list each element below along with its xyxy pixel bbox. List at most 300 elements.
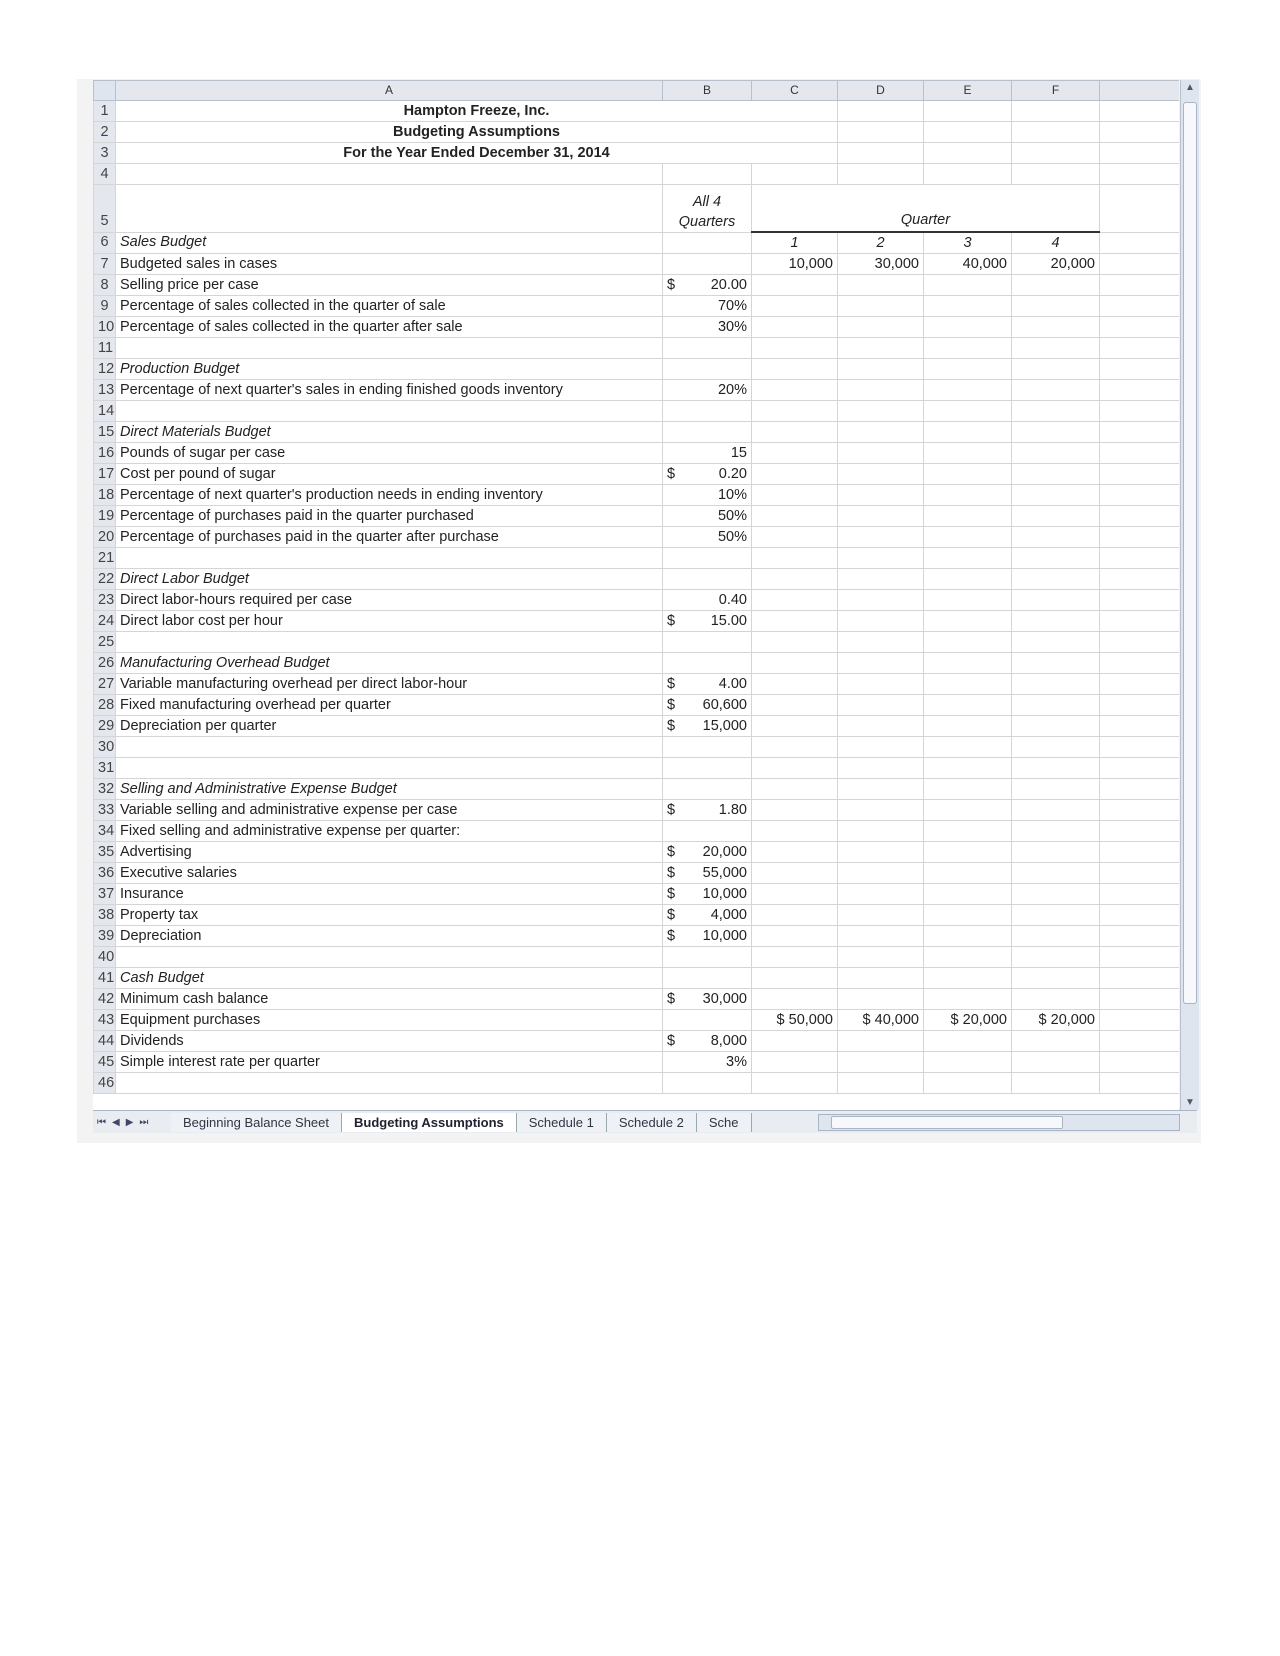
scroll-down-icon[interactable]: ▼ — [1185, 1097, 1195, 1108]
cell-quarter-3[interactable] — [924, 947, 1012, 968]
cell-quarter-2[interactable] — [838, 317, 924, 338]
cell-label[interactable]: Cost per pound of sugar — [116, 464, 663, 485]
cell-empty[interactable] — [1100, 611, 1180, 632]
cell-empty[interactable] — [1100, 317, 1180, 338]
cell-label[interactable]: Percentage of purchases paid in the quarter after purchase — [116, 527, 663, 548]
cell-empty[interactable] — [1100, 905, 1180, 926]
cell-quarter-2[interactable] — [838, 527, 924, 548]
row-header[interactable]: 46 — [94, 1073, 116, 1094]
cell-quarter-3[interactable] — [924, 527, 1012, 548]
cell-empty[interactable] — [1100, 926, 1180, 947]
cell-all-quarters[interactable]: 70% — [663, 296, 752, 317]
cell-label[interactable]: Percentage of sales collected in the quarter after sale — [116, 317, 663, 338]
row-header[interactable]: 26 — [94, 653, 116, 674]
cell-quarter-2[interactable] — [838, 842, 924, 863]
cell-quarter-1[interactable] — [752, 1073, 838, 1094]
cell-quarter-2[interactable] — [838, 632, 924, 653]
cell-quarter-4[interactable] — [1012, 926, 1100, 947]
row-header[interactable]: 17 — [94, 464, 116, 485]
cell-quarter-2[interactable] — [838, 779, 924, 800]
cell-all-quarters[interactable] — [663, 275, 752, 296]
cell-all-quarters[interactable] — [663, 401, 752, 422]
cell-quarter-4[interactable] — [1012, 779, 1100, 800]
cell-quarter-2[interactable] — [838, 884, 924, 905]
tab-schedule-2[interactable]: Schedule 2 — [607, 1113, 697, 1132]
row-header[interactable]: 22 — [94, 569, 116, 590]
cell-quarter-4[interactable] — [1012, 800, 1100, 821]
cell-label[interactable]: Depreciation — [116, 926, 663, 947]
cell-quarter-1[interactable] — [752, 464, 838, 485]
row-header[interactable]: 14 — [94, 401, 116, 422]
row-header[interactable]: 32 — [94, 779, 116, 800]
cell-quarter-4[interactable] — [1012, 611, 1100, 632]
column-header-d[interactable]: D — [838, 81, 924, 101]
cell-quarter-1[interactable] — [752, 485, 838, 506]
cell-all-quarters[interactable] — [663, 232, 752, 254]
cell-quarter-3[interactable] — [924, 884, 1012, 905]
cell-quarter-2[interactable] — [838, 1073, 924, 1094]
cell-quarter-1[interactable] — [752, 422, 838, 443]
cell-empty[interactable] — [1100, 569, 1180, 590]
cell-quarter-1[interactable] — [752, 590, 838, 611]
cell-quarter-4[interactable] — [1012, 842, 1100, 863]
cell-quarter-2[interactable] — [838, 737, 924, 758]
cell-empty[interactable] — [1100, 464, 1180, 485]
cell-empty[interactable] — [1100, 884, 1180, 905]
cell-label[interactable]: Executive salaries — [116, 863, 663, 884]
cell-quarter-3[interactable] — [924, 590, 1012, 611]
row-header[interactable]: 9 — [94, 296, 116, 317]
cell-quarter-4[interactable] — [1012, 632, 1100, 653]
cell-quarter-3[interactable] — [924, 716, 1012, 737]
scroll-up-icon[interactable]: ▲ — [1185, 82, 1195, 93]
cell-quarter-3[interactable] — [924, 968, 1012, 989]
cell-label[interactable] — [116, 632, 663, 653]
cell-quarter-1[interactable] — [752, 695, 838, 716]
cell-quarter-4[interactable] — [1012, 443, 1100, 464]
cell-quarter-3[interactable] — [924, 863, 1012, 884]
row-header[interactable]: 4 — [94, 164, 116, 185]
row-header[interactable]: 40 — [94, 947, 116, 968]
cell-quarter-3[interactable] — [924, 695, 1012, 716]
cell-quarter-4[interactable] — [1012, 674, 1100, 695]
cell-quarter-2[interactable]: 30,000 — [838, 254, 924, 275]
cell-quarter-2[interactable] — [838, 968, 924, 989]
cell-all-quarters[interactable] — [663, 779, 752, 800]
cell-quarter-4[interactable] — [1012, 506, 1100, 527]
cell-quarter-4[interactable] — [1012, 695, 1100, 716]
column-header-c[interactable]: C — [752, 81, 838, 101]
cell-quarter-3[interactable] — [924, 485, 1012, 506]
cell-empty[interactable] — [1100, 632, 1180, 653]
cell-quarter-3[interactable] — [924, 821, 1012, 842]
cell-quarter-1[interactable]: $ 50,000 — [752, 1010, 838, 1031]
cell-quarter-3[interactable] — [924, 926, 1012, 947]
cell-empty[interactable] — [1100, 380, 1180, 401]
cell-quarter-2[interactable] — [838, 905, 924, 926]
tab-schedule-truncated[interactable]: Sche — [697, 1113, 752, 1132]
cell-quarter-4[interactable] — [1012, 905, 1100, 926]
cell-quarter-2[interactable] — [838, 989, 924, 1010]
cell-quarter-4[interactable] — [1012, 1073, 1100, 1094]
cell-empty[interactable] — [1100, 275, 1180, 296]
cell-quarter-2[interactable] — [838, 653, 924, 674]
cell-empty[interactable] — [1100, 758, 1180, 779]
row-header[interactable]: 8 — [94, 275, 116, 296]
cell-empty[interactable] — [1100, 695, 1180, 716]
cell-quarter-4[interactable] — [1012, 338, 1100, 359]
cell-quarter-4[interactable] — [1012, 821, 1100, 842]
row-header[interactable]: 38 — [94, 905, 116, 926]
cell-quarter-3[interactable] — [924, 380, 1012, 401]
cell-quarter-1[interactable] — [752, 674, 838, 695]
cell-quarter-3[interactable]: $ 20,000 — [924, 1010, 1012, 1031]
cell-quarter-3[interactable] — [924, 632, 1012, 653]
cell-quarter-1[interactable] — [752, 926, 838, 947]
cell-all-quarters[interactable]: 10% — [663, 485, 752, 506]
cell-label[interactable]: Sales Budget — [116, 232, 663, 254]
cell-label[interactable]: Advertising — [116, 842, 663, 863]
cell-quarter-2[interactable] — [838, 611, 924, 632]
cell-label[interactable]: Variable selling and administrative expense per case — [116, 800, 663, 821]
cell-all-quarters[interactable] — [663, 821, 752, 842]
cell-empty[interactable] — [1100, 1031, 1180, 1052]
row-header[interactable]: 7 — [94, 254, 116, 275]
cell-quarter-2[interactable] — [838, 359, 924, 380]
cell-all-quarters[interactable] — [663, 548, 752, 569]
cell-label[interactable]: Cash Budget — [116, 968, 663, 989]
cell-quarter-1[interactable] — [752, 359, 838, 380]
cell-all-quarters[interactable] — [663, 842, 752, 863]
cell-all-quarters[interactable] — [663, 674, 752, 695]
cell-quarter-1[interactable] — [752, 401, 838, 422]
cell-quarter-1[interactable] — [752, 527, 838, 548]
cell-empty[interactable] — [1100, 842, 1180, 863]
cell-label[interactable]: Direct labor cost per hour — [116, 611, 663, 632]
cell-quarter-1[interactable] — [752, 737, 838, 758]
row-header[interactable]: 24 — [94, 611, 116, 632]
cell-label[interactable]: Pounds of sugar per case — [116, 443, 663, 464]
cell-quarter-4[interactable] — [1012, 947, 1100, 968]
cell-empty[interactable] — [1100, 232, 1180, 254]
cell-empty[interactable] — [1100, 485, 1180, 506]
row-header[interactable]: 21 — [94, 548, 116, 569]
cell-quarter-4[interactable] — [1012, 464, 1100, 485]
cell-quarter-4[interactable] — [1012, 296, 1100, 317]
cell-quarter-3[interactable] — [924, 737, 1012, 758]
cell-quarter-2[interactable] — [838, 1031, 924, 1052]
cell-quarter-2[interactable] — [838, 401, 924, 422]
cell-label[interactable]: Depreciation per quarter — [116, 716, 663, 737]
column-header-e[interactable]: E — [924, 81, 1012, 101]
cell-quarter-1[interactable] — [752, 947, 838, 968]
cell-all-quarters[interactable]: 3% — [663, 1052, 752, 1073]
cell-label[interactable]: Insurance — [116, 884, 663, 905]
row-header[interactable]: 34 — [94, 821, 116, 842]
row-header[interactable]: 1 — [94, 101, 116, 122]
row-header[interactable]: 5 — [94, 185, 116, 233]
cell-quarter-2[interactable] — [838, 863, 924, 884]
cell-empty[interactable] — [1100, 401, 1180, 422]
cell-all-quarters[interactable] — [663, 338, 752, 359]
cell-all-quarters[interactable] — [663, 611, 752, 632]
cell-quarter-4[interactable] — [1012, 863, 1100, 884]
cell-label[interactable]: Manufacturing Overhead Budget — [116, 653, 663, 674]
cell-quarter-1[interactable] — [752, 380, 838, 401]
cell-quarter-3[interactable] — [924, 758, 1012, 779]
cell-label[interactable]: Simple interest rate per quarter — [116, 1052, 663, 1073]
cell-quarter-3[interactable] — [924, 1073, 1012, 1094]
cell-empty[interactable] — [1100, 989, 1180, 1010]
cell-quarter-4[interactable] — [1012, 968, 1100, 989]
tab-budgeting-assumptions[interactable]: Budgeting Assumptions — [342, 1113, 517, 1132]
cell-quarter-2[interactable] — [838, 695, 924, 716]
cell-label[interactable]: Percentage of sales collected in the quarter of sale — [116, 296, 663, 317]
cell-empty[interactable] — [1100, 590, 1180, 611]
cell-quarter-1[interactable] — [752, 905, 838, 926]
cell-label[interactable] — [116, 548, 663, 569]
cell-label[interactable]: Selling and Administrative Expense Budget — [116, 779, 663, 800]
cell-quarter-4[interactable] — [1012, 569, 1100, 590]
cell-quarter-3[interactable] — [924, 1052, 1012, 1073]
cell-quarter-2[interactable]: $ 40,000 — [838, 1010, 924, 1031]
cell-quarter-2[interactable] — [838, 1052, 924, 1073]
cell-quarter-1[interactable] — [752, 275, 838, 296]
cell-all-quarters[interactable] — [663, 737, 752, 758]
cell-quarter-1[interactable] — [752, 842, 838, 863]
cell-all-quarters[interactable]: 15 — [663, 443, 752, 464]
row-header[interactable]: 23 — [94, 590, 116, 611]
cell-all-quarters[interactable] — [663, 653, 752, 674]
cell-quarter-4[interactable] — [1012, 359, 1100, 380]
cell-quarter-2[interactable] — [838, 821, 924, 842]
cell-quarter-4[interactable] — [1012, 989, 1100, 1010]
cell-all-quarters[interactable] — [663, 989, 752, 1010]
cell-quarter-3[interactable] — [924, 842, 1012, 863]
cell-empty[interactable] — [1100, 800, 1180, 821]
cell-quarter-3[interactable]: 3 — [924, 232, 1012, 254]
column-header-b[interactable]: B — [663, 81, 752, 101]
cell-quarter-1[interactable] — [752, 632, 838, 653]
cell-all-quarters[interactable] — [663, 632, 752, 653]
cell-label[interactable] — [116, 401, 663, 422]
cell-empty[interactable] — [1100, 863, 1180, 884]
cell-quarter-2[interactable] — [838, 590, 924, 611]
cell-quarter-2[interactable] — [838, 716, 924, 737]
cell-quarter-3[interactable] — [924, 275, 1012, 296]
cell-quarter-3[interactable] — [924, 779, 1012, 800]
cell-quarter-2[interactable] — [838, 464, 924, 485]
cell-quarter-4[interactable] — [1012, 1031, 1100, 1052]
cell-label[interactable] — [116, 1073, 663, 1094]
cell-all-quarters[interactable] — [663, 695, 752, 716]
cell-all-quarters[interactable]: 50% — [663, 506, 752, 527]
row-header[interactable]: 20 — [94, 527, 116, 548]
cell-label[interactable]: Selling price per case — [116, 275, 663, 296]
cell-quarter-1[interactable] — [752, 338, 838, 359]
cell-label[interactable] — [116, 338, 663, 359]
cell-label[interactable]: Direct labor-hours required per case — [116, 590, 663, 611]
cell-empty[interactable] — [1100, 821, 1180, 842]
cell-empty[interactable] — [1100, 254, 1180, 275]
row-header[interactable]: 25 — [94, 632, 116, 653]
cell-quarter-3[interactable] — [924, 443, 1012, 464]
cell-empty[interactable] — [1100, 359, 1180, 380]
tab-schedule-1[interactable]: Schedule 1 — [517, 1113, 607, 1132]
row-header[interactable]: 43 — [94, 1010, 116, 1031]
cell-empty[interactable] — [1100, 506, 1180, 527]
cell-quarter-1[interactable] — [752, 506, 838, 527]
company-title[interactable]: Hampton Freeze, Inc. — [116, 101, 838, 122]
cell-empty[interactable] — [1100, 779, 1180, 800]
cell-quarter-4[interactable] — [1012, 548, 1100, 569]
cell-all-quarters[interactable] — [663, 716, 752, 737]
row-header[interactable]: 19 — [94, 506, 116, 527]
cell-empty[interactable] — [1100, 443, 1180, 464]
column-header-f[interactable]: F — [1012, 81, 1100, 101]
cell-label[interactable]: Percentage of purchases paid in the quarter purchased — [116, 506, 663, 527]
row-header[interactable]: 37 — [94, 884, 116, 905]
prev-sheet-icon[interactable]: ◀ — [112, 1116, 120, 1128]
row-header[interactable]: 31 — [94, 758, 116, 779]
row-header[interactable]: 13 — [94, 380, 116, 401]
cell-quarter-2[interactable] — [838, 338, 924, 359]
cell-quarter-2[interactable] — [838, 548, 924, 569]
period-title[interactable]: For the Year Ended December 31, 2014 — [116, 143, 838, 164]
cell-quarter-1[interactable] — [752, 1052, 838, 1073]
all-quarters-header[interactable]: All 4 Quarters — [663, 185, 752, 233]
row-header[interactable]: 11 — [94, 338, 116, 359]
cell-empty[interactable] — [1100, 947, 1180, 968]
cell-empty[interactable] — [1100, 716, 1180, 737]
horizontal-scrollbar[interactable] — [818, 1114, 1180, 1131]
row-header[interactable]: 2 — [94, 122, 116, 143]
cell-label[interactable]: Equipment purchases — [116, 1010, 663, 1031]
cell-quarter-3[interactable] — [924, 422, 1012, 443]
row-header[interactable]: 42 — [94, 989, 116, 1010]
row-header[interactable]: 28 — [94, 695, 116, 716]
cell-quarter-3[interactable] — [924, 674, 1012, 695]
next-sheet-icon[interactable]: ▶ — [125, 1116, 134, 1128]
cell-all-quarters[interactable] — [663, 464, 752, 485]
cell-label[interactable]: Percentage of next quarter's sales in ending finished goods inventory — [116, 380, 663, 401]
cell-label[interactable] — [116, 737, 663, 758]
row-header[interactable]: 44 — [94, 1031, 116, 1052]
cell-quarter-3[interactable] — [924, 989, 1012, 1010]
cell-quarter-1[interactable] — [752, 569, 838, 590]
cell-quarter-4[interactable] — [1012, 401, 1100, 422]
cell-quarter-4[interactable] — [1012, 422, 1100, 443]
cell-quarter-1[interactable] — [752, 548, 838, 569]
cell-quarter-1[interactable] — [752, 296, 838, 317]
cell-quarter-1[interactable] — [752, 800, 838, 821]
cell-quarter-1[interactable] — [752, 758, 838, 779]
cell-quarter-3[interactable] — [924, 317, 1012, 338]
cell-all-quarters[interactable] — [663, 359, 752, 380]
cell-quarter-3[interactable] — [924, 905, 1012, 926]
cell-all-quarters[interactable] — [663, 968, 752, 989]
cell-label[interactable]: Production Budget — [116, 359, 663, 380]
cell-label[interactable]: Direct Materials Budget — [116, 422, 663, 443]
cell-quarter-1[interactable] — [752, 779, 838, 800]
cell-quarter-4[interactable] — [1012, 737, 1100, 758]
horizontal-scroll-thumb[interactable] — [831, 1116, 1063, 1129]
cell-all-quarters[interactable] — [663, 884, 752, 905]
row-header[interactable]: 30 — [94, 737, 116, 758]
row-header[interactable]: 16 — [94, 443, 116, 464]
cell-quarter-1[interactable] — [752, 317, 838, 338]
cell-label[interactable]: Minimum cash balance — [116, 989, 663, 1010]
cell-all-quarters[interactable]: 50% — [663, 527, 752, 548]
first-sheet-icon[interactable]: ⏮ — [97, 1116, 106, 1128]
cell-quarter-1[interactable] — [752, 968, 838, 989]
cell-quarter-4[interactable] — [1012, 716, 1100, 737]
cell-empty[interactable] — [1100, 527, 1180, 548]
cell-quarter-4[interactable] — [1012, 590, 1100, 611]
cell-quarter-3[interactable] — [924, 296, 1012, 317]
column-header-g[interactable] — [1100, 81, 1180, 101]
cell-all-quarters[interactable] — [663, 422, 752, 443]
cell-label[interactable]: Fixed manufacturing overhead per quarter — [116, 695, 663, 716]
cell-quarter-2[interactable] — [838, 926, 924, 947]
cell-quarter-3[interactable] — [924, 569, 1012, 590]
tab-beginning-balance-sheet[interactable]: Beginning Balance Sheet — [171, 1113, 342, 1132]
cell-all-quarters[interactable] — [663, 1031, 752, 1052]
cell-empty[interactable] — [1100, 1073, 1180, 1094]
cell-quarter-4[interactable] — [1012, 758, 1100, 779]
cell-all-quarters[interactable] — [663, 947, 752, 968]
cell-all-quarters[interactable] — [663, 254, 752, 275]
cell-quarter-2[interactable] — [838, 800, 924, 821]
cell-quarter-3[interactable] — [924, 653, 1012, 674]
row-header[interactable]: 29 — [94, 716, 116, 737]
cell-all-quarters[interactable] — [663, 1073, 752, 1094]
cell-empty[interactable] — [1100, 674, 1180, 695]
cell-quarter-3[interactable] — [924, 359, 1012, 380]
cell-all-quarters[interactable]: 0.40 — [663, 590, 752, 611]
row-header[interactable]: 27 — [94, 674, 116, 695]
column-header-a[interactable]: A — [116, 81, 663, 101]
cell-label[interactable]: Dividends — [116, 1031, 663, 1052]
cell-quarter-3[interactable] — [924, 464, 1012, 485]
cell-quarter-2[interactable] — [838, 758, 924, 779]
cell-quarter-1[interactable] — [752, 443, 838, 464]
cell-label[interactable]: Budgeted sales in cases — [116, 254, 663, 275]
select-all-corner[interactable] — [94, 81, 116, 101]
cell-all-quarters[interactable] — [663, 1010, 752, 1031]
row-header[interactable]: 35 — [94, 842, 116, 863]
row-header[interactable]: 39 — [94, 926, 116, 947]
cell-quarter-1[interactable] — [752, 863, 838, 884]
cell-quarter-4[interactable] — [1012, 527, 1100, 548]
row-header[interactable]: 6 — [94, 232, 116, 254]
cell-label[interactable]: Percentage of next quarter's production needs in ending inventory — [116, 485, 663, 506]
cell-quarter-1[interactable] — [752, 716, 838, 737]
cell-empty[interactable] — [1100, 422, 1180, 443]
cell-empty[interactable] — [1100, 1010, 1180, 1031]
cell-quarter-2[interactable] — [838, 674, 924, 695]
row-header[interactable]: 18 — [94, 485, 116, 506]
cell-quarter-4[interactable] — [1012, 380, 1100, 401]
row-header[interactable]: 36 — [94, 863, 116, 884]
cell-all-quarters[interactable] — [663, 905, 752, 926]
cell-empty[interactable] — [1100, 338, 1180, 359]
cell-quarter-2[interactable] — [838, 569, 924, 590]
row-header[interactable]: 15 — [94, 422, 116, 443]
cell-quarter-4[interactable] — [1012, 485, 1100, 506]
cell-empty[interactable] — [1100, 968, 1180, 989]
cell-quarter-1[interactable] — [752, 611, 838, 632]
